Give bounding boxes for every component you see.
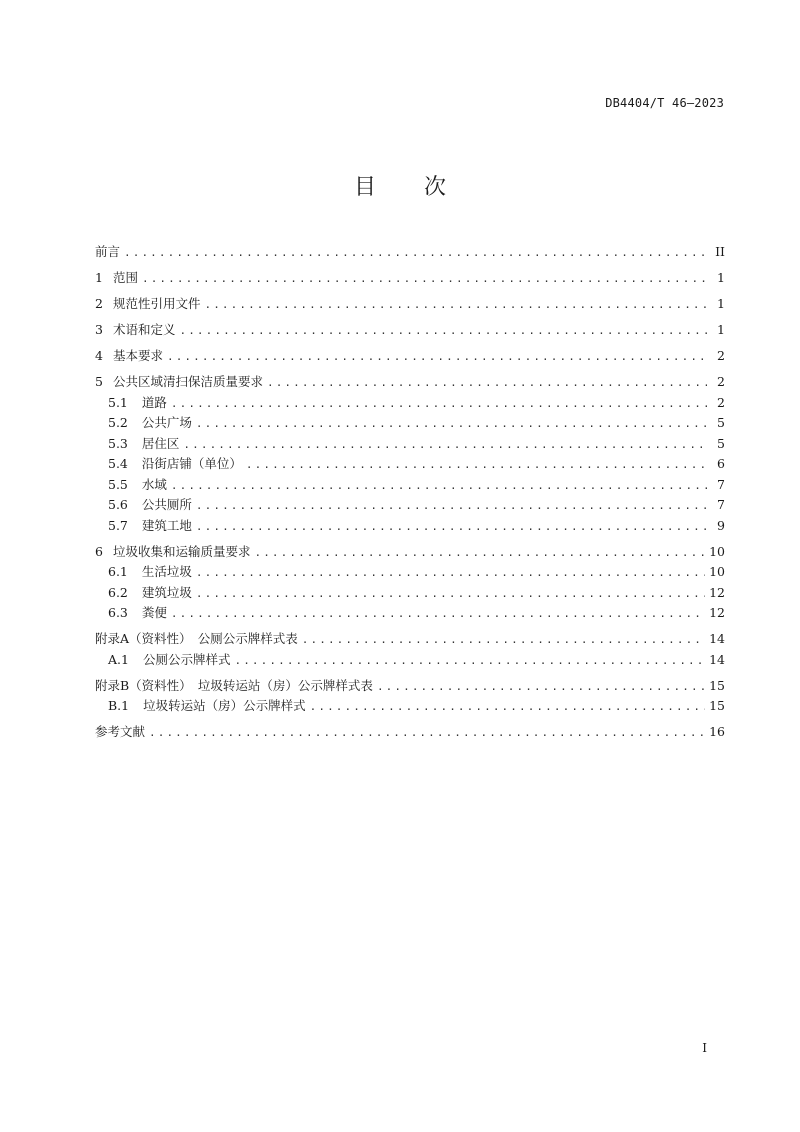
toc-subentry[interactable] xyxy=(95,562,725,583)
toc-entry-page: 9 xyxy=(717,517,725,533)
toc-entry-label: 前言 xyxy=(95,244,121,259)
toc-entry-page: 12 xyxy=(709,605,725,620)
toc-entry-label: 沿街店铺（单位） xyxy=(141,456,242,471)
toc-entry-label: 范围 xyxy=(112,270,138,285)
dot-leader xyxy=(196,520,707,533)
toc-entry-label: 公共广场 xyxy=(141,415,192,430)
toc-subentry[interactable] xyxy=(95,696,725,717)
dot-leader xyxy=(310,700,705,713)
toc-title xyxy=(0,170,800,201)
dot-leader xyxy=(196,587,705,600)
toc-subentry[interactable] xyxy=(95,413,725,434)
dot-leader xyxy=(196,417,707,430)
toc-entry-label: 垃圾收集和运输质量要求 xyxy=(112,543,251,559)
dot-leader xyxy=(149,726,705,739)
toc-entry-page: 1 xyxy=(717,296,725,311)
toc-entry-label: 建筑垃圾 xyxy=(141,584,192,600)
dot-leader xyxy=(167,350,707,363)
toc-subentry[interactable] xyxy=(95,516,725,537)
toc-entry[interactable] xyxy=(95,629,725,650)
dot-leader xyxy=(254,546,705,559)
dot-leader xyxy=(246,458,707,471)
dot-leader xyxy=(171,479,707,492)
toc-entry-page: 5 xyxy=(717,435,725,451)
toc-entry-number: 5.1 xyxy=(108,394,128,410)
toc-entry-label: 公厕公示牌样式 xyxy=(142,651,231,667)
toc-entry-number: 6 xyxy=(95,543,103,559)
toc-entry[interactable] xyxy=(95,242,725,263)
toc-entry-label: 基本要求 xyxy=(112,348,163,363)
toc-subentry[interactable] xyxy=(95,650,725,671)
dot-leader xyxy=(377,680,705,693)
toc-entry-label: 附录B（资料性） 垃圾转运站（房）公示牌样式表 xyxy=(95,677,373,693)
toc-entry-label: 附录A（资料性） 公厕公示牌样式表 xyxy=(95,631,298,646)
toc-entry-label: 建筑工地 xyxy=(141,517,192,533)
toc-entry-page: 16 xyxy=(709,724,725,739)
dot-leader xyxy=(196,499,707,512)
toc-entry-page: 12 xyxy=(709,584,725,600)
dot-leader xyxy=(142,272,707,285)
toc-entry-page: 5 xyxy=(717,415,725,430)
toc-subentry[interactable] xyxy=(95,603,725,624)
toc-entry-label: 公共厕所 xyxy=(141,497,192,512)
toc-entry-number: 2 xyxy=(95,296,103,311)
toc-entry-label: 规范性引用文件 xyxy=(112,296,201,311)
toc-entry-page: 1 xyxy=(717,270,725,285)
toc-entry-number: 5.5 xyxy=(108,476,128,492)
toc-entry-page: 15 xyxy=(709,677,725,693)
dot-leader xyxy=(204,298,707,311)
toc-entry[interactable] xyxy=(95,676,725,697)
toc-entry-number: B.1 xyxy=(108,698,130,713)
toc-entry-page: 14 xyxy=(709,651,725,667)
toc-entry-page: II xyxy=(715,244,725,259)
toc-subentry[interactable] xyxy=(95,583,725,604)
dot-leader xyxy=(171,397,707,410)
toc-entry-label: 术语和定义 xyxy=(112,322,176,337)
toc-entry-page: 7 xyxy=(717,497,725,512)
dot-leader xyxy=(179,324,707,337)
toc-entry[interactable] xyxy=(95,320,725,341)
toc-subentry[interactable] xyxy=(95,495,725,516)
toc-entry-page: 10 xyxy=(709,564,725,579)
toc-entry-number: 1 xyxy=(95,270,103,285)
toc-entry-number: 5.7 xyxy=(108,517,128,533)
dot-leader xyxy=(183,438,707,451)
toc-entry-page: 2 xyxy=(717,348,725,363)
toc-entry-number: 3 xyxy=(95,322,103,337)
toc-entry-label: 粪便 xyxy=(141,605,167,620)
toc-entry-label: 水域 xyxy=(141,476,167,492)
toc-entry-number: 6.2 xyxy=(108,584,128,600)
toc-entry-number: 4 xyxy=(95,348,103,363)
toc-entry-label: 公共区域清扫保洁质量要求 xyxy=(112,374,263,389)
toc-subentry[interactable] xyxy=(95,434,725,455)
toc-entry-page: 14 xyxy=(709,631,725,646)
toc-entry-page: 2 xyxy=(717,394,725,410)
toc-entry-number: 6.1 xyxy=(108,564,128,579)
toc-entry-number: 5.6 xyxy=(108,497,128,512)
toc-entry[interactable] xyxy=(95,346,725,367)
toc-entry-number: 5.2 xyxy=(108,415,128,430)
dot-leader xyxy=(234,654,705,667)
toc-entry[interactable] xyxy=(95,268,725,289)
toc-entry[interactable] xyxy=(95,722,725,743)
toc-title-char-1: 目 xyxy=(353,175,376,200)
toc-entry-page: 15 xyxy=(709,698,725,713)
toc-entry-page: 1 xyxy=(717,322,725,337)
toc-entry-number: 5 xyxy=(95,374,103,389)
toc-subentry[interactable] xyxy=(95,454,725,475)
dot-leader xyxy=(302,633,705,646)
document-code: DB4404/T 46—2023 xyxy=(605,96,724,110)
toc-entry-number: 6.3 xyxy=(108,605,128,620)
toc-entry-label: 道路 xyxy=(141,394,167,410)
dot-leader xyxy=(171,607,705,620)
toc-entry-label: 参考文献 xyxy=(95,724,146,739)
table-of-contents xyxy=(95,242,725,743)
toc-entry-page: 2 xyxy=(717,374,725,389)
toc-entry[interactable] xyxy=(95,294,725,315)
dot-leader xyxy=(196,566,705,579)
toc-entry-page: 7 xyxy=(717,476,725,492)
page-number: I xyxy=(702,1041,707,1055)
toc-entry-number: A.1 xyxy=(108,651,129,667)
toc-entry-label: 垃圾转运站（房）公示牌样式 xyxy=(143,698,306,713)
dot-leader xyxy=(267,376,707,389)
toc-entry-page: 6 xyxy=(717,456,725,471)
toc-entry[interactable] xyxy=(95,372,725,393)
toc-title-char-2: 次 xyxy=(424,175,447,200)
toc-entry-label: 生活垃圾 xyxy=(141,564,192,579)
toc-subentry[interactable] xyxy=(95,475,725,496)
toc-entry-number: 5.3 xyxy=(108,435,128,451)
dot-leader xyxy=(124,246,707,259)
toc-entry-number: 5.4 xyxy=(108,456,128,471)
toc-entry-page: 10 xyxy=(709,543,725,559)
toc-entry[interactable] xyxy=(95,542,725,563)
toc-entry-label: 居住区 xyxy=(141,435,180,451)
toc-subentry[interactable] xyxy=(95,393,725,414)
